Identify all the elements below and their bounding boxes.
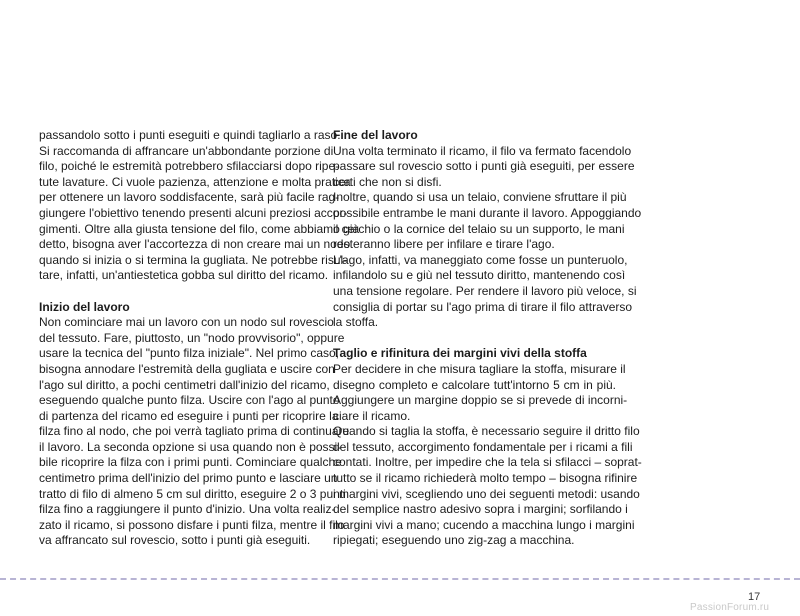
- text-line: del semplice nastro adesivo sopra i margini; sorfilando i: [333, 502, 628, 517]
- text-line: passandolo sotto i punti eseguiti e quindi tagliarlo a raso.: [39, 128, 341, 142]
- text-line: consiglia di portar su l'ago prima di tirare il filo attraverso: [333, 299, 633, 314]
- text-line: Inoltre, quando si usa un telaio, conviene sfruttare il più: [333, 190, 627, 205]
- text-line: il cerchio o la cornice del telaio su un supporto, le mani: [333, 221, 625, 236]
- text-line: filo, poiché le estremità potrebbero sfilacciarsi dopo ripe-: [39, 159, 340, 174]
- watermark: PassionForum.ru: [690, 602, 770, 613]
- text-line: possibile entrambe le mani durante il lavoro. Appoggiando: [333, 205, 642, 220]
- text-line: centimetro prima dell'inizio del primo punto e lasciare un: [39, 471, 338, 486]
- text-line: certi che non si disfi.: [333, 174, 442, 189]
- text-line: bile ricoprire la filza con i primi punti. Cominciare qualche: [39, 455, 342, 470]
- paragraph-inizio: [39, 315, 350, 549]
- page-number: 17: [748, 591, 761, 603]
- paragraph-taglio: [333, 361, 642, 549]
- text-line: il lavoro. La seconda opzione si usa quando non è possi-: [39, 439, 342, 454]
- text-line: Aggiungere un margine doppio se si prevede di incorni-: [333, 393, 628, 408]
- text-line: quando si inizia o si termina la gugliata. Ne potrebbe risul-: [39, 252, 348, 267]
- section-heading-taglio: Taglio e rifinitura dei margini vivi della stoffa: [333, 346, 587, 361]
- text-line: filza fino a raggiungere il punto d'inizio. Una volta realiz-: [39, 502, 336, 517]
- text-line: Non cominciare mai un lavoro con un nodo sul rovescio: [39, 315, 334, 330]
- text-line: una tensione regolare. Per rendere il lavoro più veloce, si: [333, 283, 637, 298]
- paragraph-gap: [39, 284, 322, 300]
- text-line: per ottenere un lavoro soddisfacente, sarà più facile rag-: [39, 190, 340, 205]
- text-line: eseguendo qualche punto filza. Uscire con l'ago al punto: [39, 393, 340, 408]
- text-line: va affrancato sul rovescio, sotto i punti già eseguiti.: [39, 533, 311, 548]
- section-heading-fine: Fine del lavoro: [333, 128, 418, 142]
- text-line: ripiegati; eseguendo uno zig-zag a macchina.: [333, 533, 575, 548]
- text-line: contati. Inoltre, per impedire che la tela si sfilacci – soprat-: [333, 455, 642, 470]
- text-line: la stoffa.: [333, 315, 379, 330]
- text-line: tare, infatti, un'antiestetica gobba sul diritto del ricamo.: [39, 268, 329, 283]
- text-line: Una volta terminato il ricamo, il filo va fermato facendolo: [333, 143, 632, 158]
- paragraph-gap: [333, 331, 616, 347]
- text-line: del tessuto, accorgimento fondamentale per i ricami a fili: [333, 439, 633, 454]
- text-line: zato il ricamo, si possono disfare i punti filza, mentre il filo: [39, 517, 345, 532]
- text-line: detto, bisogna aver l'accortezza di non creare mai un nodo: [39, 237, 351, 252]
- text-line: ciare il ricamo.: [333, 408, 411, 423]
- text-line: gimenti. Oltre alla giusta tensione del filo, come abbiamo già: [39, 221, 360, 236]
- footer-divider: [0, 578, 800, 580]
- text-line: usare la tecnica del "punto filza iniziale". Nel primo caso,: [39, 346, 339, 361]
- text-line: Per decidere in che misura tagliare la stoffa, misurare il: [333, 361, 626, 376]
- text-line: passare sul rovescio sotto i punti già eseguiti, per essere: [333, 159, 635, 174]
- text-line: margini vivi a mano; cucendo a macchina lungo i margini: [333, 517, 635, 532]
- text-line: tute lavature. Ci vuole pazienza, attenzione e molta pratica: [39, 174, 351, 189]
- paragraph-fine: [333, 143, 642, 331]
- paragraph-continuation: [39, 128, 360, 284]
- section-heading-inizio: Inizio del lavoro: [39, 299, 130, 314]
- text-line: di partenza del ricamo ed eseguire i punti per ricoprire la: [39, 408, 339, 423]
- text-line: filza fino al nodo, che poi verrà tagliato prima di continuare: [39, 424, 350, 439]
- text-line: i margini vivi, scegliendo uno dei seguenti metodi: usando: [333, 486, 640, 501]
- text-line: giungere l'obiettivo tenendo presenti alcuni preziosi accor-: [39, 205, 348, 220]
- text-line: tratto di filo di almeno 5 cm sul diritto, eseguire 2 o 3 punti: [39, 486, 346, 501]
- text-line: del tessuto. Fare, piuttosto, un "nodo provvisorio", oppure: [39, 330, 345, 345]
- text-line: l'ago sul diritto, a pochi centimetri dall'inizio del ricamo,: [39, 377, 330, 392]
- text-line: infilandolo su e giù nel tessuto diritto, mantenendo così: [333, 268, 626, 283]
- text-line: bisogna annodare l'estremità della gugliata e uscire con: [39, 361, 335, 376]
- text-line: L'ago, infatti, va maneggiato come fosse un punteruolo,: [333, 252, 628, 267]
- text-line: Si raccomanda di affrancare un'abbondante porzione di: [39, 143, 334, 158]
- text-line: resteranno libere per infilare e tirare l'ago.: [333, 237, 555, 252]
- text-line: Quando si taglia la stoffa, è necessario seguire il dritto filo: [333, 424, 640, 439]
- text-line: disegno completo e calcolare tutt'intorno 5 cm in più.: [333, 377, 616, 392]
- right-column: [333, 128, 642, 549]
- text-line: tutto se il ricamo richiederà molto tempo – bisogna rifinire: [333, 471, 638, 486]
